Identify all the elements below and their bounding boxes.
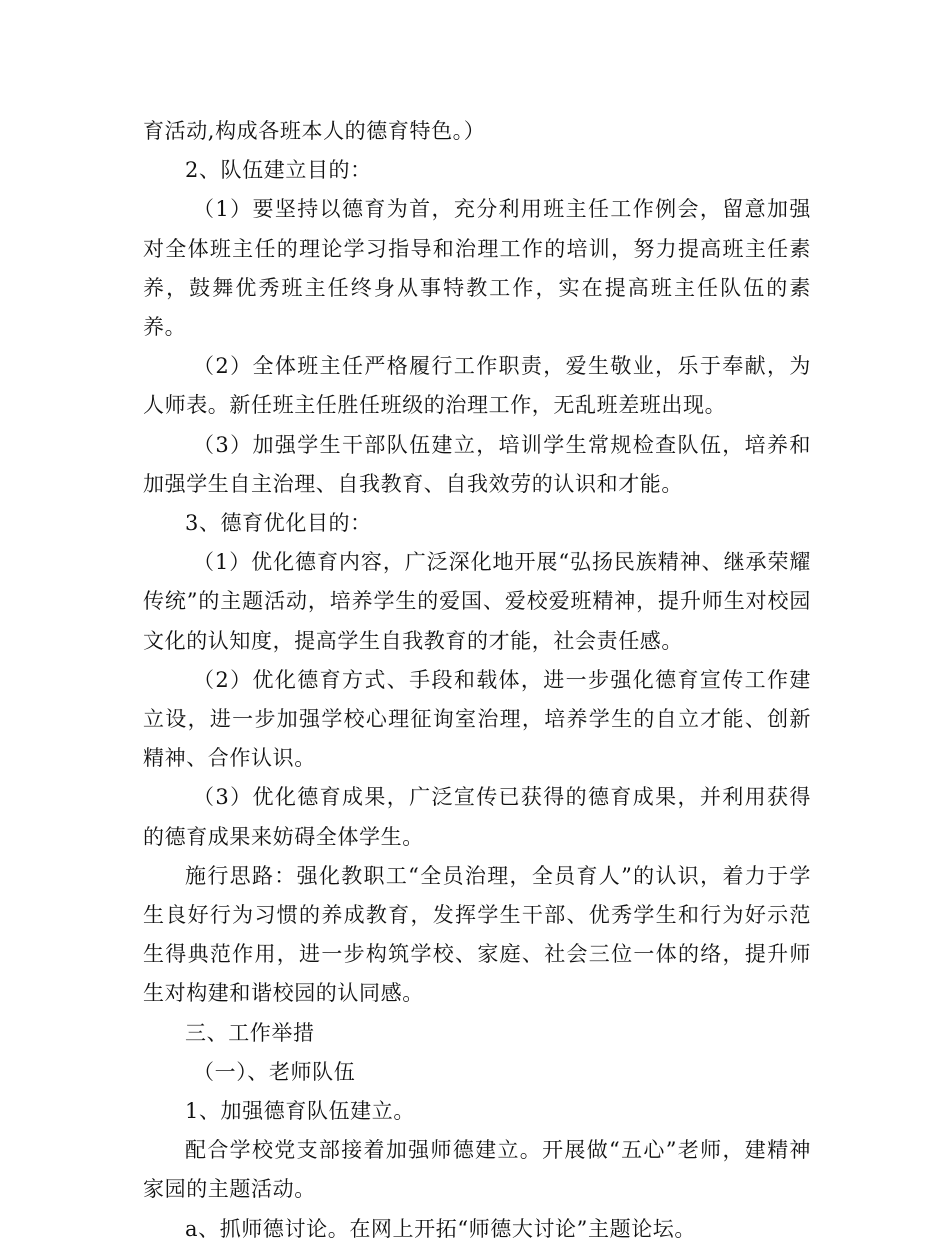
paragraph-team-goal-2: （2）全体班主任严格履行工作职责，爱生敬业，乐于奉献，为人师表。新任班主任胜任班级的治理工作，无乱班差班出现。: [143, 354, 811, 418]
paragraph-team-goal-1: （1）要坚持以德育为首，充分利用班主任工作例会，留意加强对全体班主任的理论学习指导和治理工作的培训，努力提高班主任素养，鼓舞优秀班主任终身从事特教工作，实在提高班主任队伍的素养。: [143, 197, 811, 340]
heading-work-measures: 三、工作举措: [185, 1020, 315, 1045]
paragraph-ethics-discussion: a、抓师德讨论。在网上开拓“师德大讨论”主题论坛。: [185, 1216, 696, 1241]
paragraph-optimization-goal-1: （1）优化德育内容，广泛深化地开展“弘扬民族精神、继承荣耀传统”的主题活动，培养学生的爱国、爱校爱班精神，提升师生对校园文化的认知度，提高学生自我教育的才能，社会责任感。: [143, 550, 811, 653]
paragraph-implementation-approach: 施行思路：强化教职工“全员治理，全员育人”的认识，着力于学生良好行为习惯的养成教育，发挥学生干部、优秀学生和行为好示范生得典范作用，进一步构筑学校、家庭、社会三位一体的络，提升师生对构建和谐校园的认同感。: [143, 863, 811, 1006]
paragraph-optimization-goal-3: （3）优化德育成果，广泛宣传已获得的德育成果，并利用获得的德育成果来妨碍全体学生。: [143, 785, 811, 849]
paragraph-optimization-goal-2: （2）优化德育方式、手段和载体，进一步强化德育宣传工作建立设，进一步加强学校心理征询室治理，培养学生的自立才能、创新精神、合作认识。: [143, 667, 811, 771]
document-body: [143, 112, 811, 1249]
paragraph-teacher-ethics-building: 配合学校党支部接着加强师德建立。开展做“五心”老师，建精神家园的主题活动。: [143, 1138, 811, 1202]
heading-team-goals: 2、队伍建立目的：: [185, 158, 372, 183]
paragraph-continuation: 育活动,构成各班本人的德育特色。）: [143, 119, 486, 143]
heading-teacher-team: （一）、老师队伍: [193, 1059, 356, 1084]
paragraph-team-goal-3: （3）加强学生干部队伍建立，培训学生常规检查队伍，培养和加强学生自主治理、自我教育、自我效劳的认识和才能。: [143, 432, 811, 496]
heading-moral-optimization-goals: 3、德育优化目的：: [185, 511, 372, 536]
heading-strengthen-moral-team: 1、加强德育队伍建立。: [185, 1099, 415, 1124]
